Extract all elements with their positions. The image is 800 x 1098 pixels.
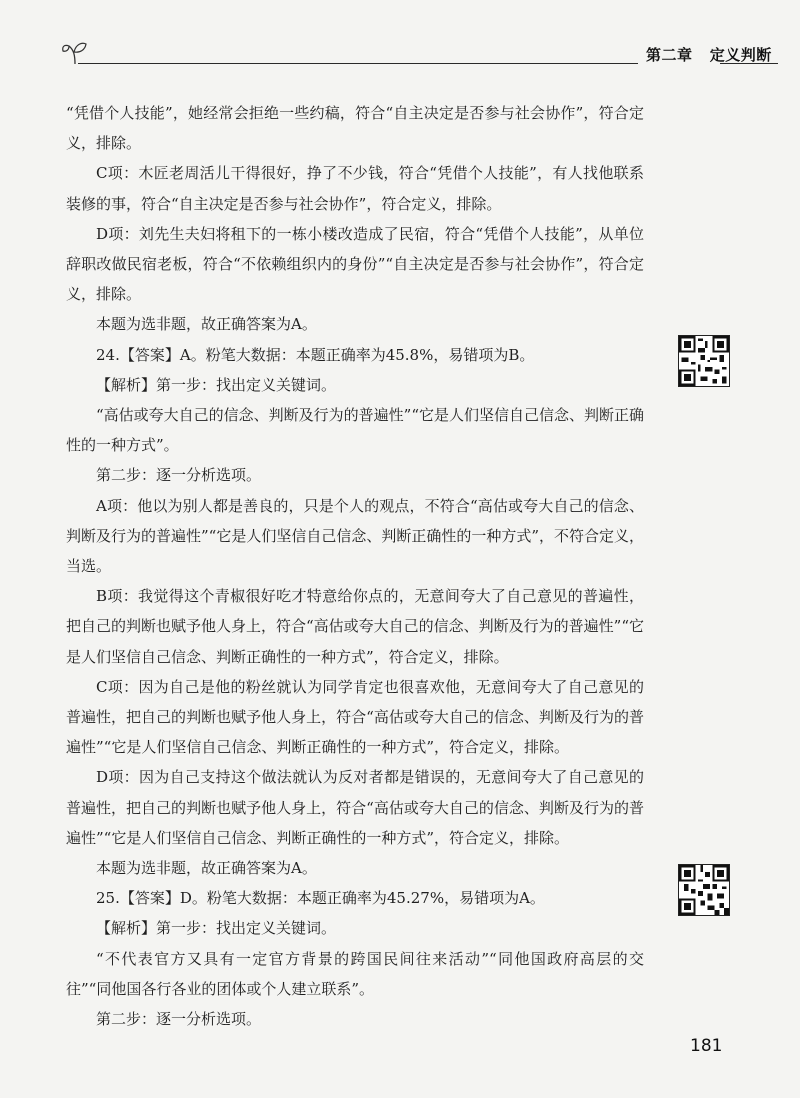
- answer-line: 24.【答案】A。粉笔大数据：本题正确率为45.8%，易错项为B。: [96, 345, 535, 364]
- paragraph: C项：因为自己是他的粉丝就认为同学肯定也很喜欢他，无意间夸大了自己意见的普遍性，把自己的判断也赋予他人身上，符合“高估或夸大自己的信念、判断及行为的普遍性”“它是人们坚信自己信念、判断正确性的一种方式”，符合定义，排除。: [66, 677, 644, 757]
- paragraph: 本题为选非题，故正确答案为A。: [96, 859, 317, 878]
- qr-code-icon[interactable]: [678, 864, 730, 916]
- paragraph: “高估或夸大自己的信念、判断及行为的普遍性”“它是人们坚信自己信念、判断正确性的一种方式”。: [66, 406, 645, 455]
- analysis-line: 【解析】第一步：找出定义关键词。: [96, 375, 337, 394]
- paragraph: 本题为选非题，故正确答案为A。: [96, 315, 317, 334]
- page-header: [60, 36, 778, 76]
- paragraph: A项：他以为别人都是善良的，只是个人的观点，不符合“高估或夸大自己的信念、判断及行为的普遍性”“它是人们坚信自己信念、判断正确性的一种方式”，不符合定义，当选。: [66, 496, 645, 576]
- paragraph: “不代表官方又具有一定官方背景的跨国民间往来活动”“同他国政府高层的交往”“同他国各行各业的团体或个人建立联系”。: [66, 949, 644, 998]
- paragraph: D项：刘先生夫妇将租下的一栋小楼改造成了民宿，符合“凭借个人技能”，从单位辞职改做民宿老板，符合“不依赖组织内的身份”“自主决定是否参与社会协作”，符合定义，排除。: [66, 224, 644, 304]
- answer-line: 25.【答案】D。粉笔大数据：本题正确率为45.27%，易错项为A。: [96, 889, 545, 908]
- page-number: 181: [690, 1036, 723, 1056]
- qr-code-icon[interactable]: [678, 335, 730, 387]
- chapter-title: [646, 44, 772, 65]
- paragraph: “凭借个人技能”，她经常会拒绝一些约稿，符合“自主决定是否参与社会协作”，符合定义，排除。: [66, 104, 644, 153]
- paragraph: 第二步：逐一分析选项。: [96, 1010, 262, 1029]
- header-rule-right: [720, 63, 778, 64]
- header-rule: [78, 63, 638, 64]
- paragraph: C项：木匠老周活儿干得很好，挣了不少钱，符合“凭借个人技能”，有人找他联系装修的事，符合“自主决定是否参与社会协作”，符合定义，排除。: [66, 164, 644, 213]
- paragraph: B项：我觉得这个青椒很好吃才特意给你点的，无意间夸大了自己意见的普遍性，把自己的判断也赋予他人身上，符合“高估或夸大自己的信念、判断及行为的普遍性”“它是人们坚信自己信念、判断正确性的一种方式”，符合定义，排除。: [66, 587, 645, 666]
- paragraph: D项：因为自己支持这个做法就认为反对者都是错误的，无意间夸大了自己意见的普遍性，把自己的判断也赋予他人身上，符合“高估或夸大自己的信念、判断及行为的普遍性”“它是人们坚信自己信念、判断正确性的一种方式”，符合定义，排除。: [66, 768, 644, 847]
- paragraph: 第二步：逐一分析选项。: [96, 466, 262, 485]
- section-title: 定义判断: [709, 46, 772, 64]
- analysis-line: 【解析】第一步：找出定义关键词。: [96, 919, 337, 938]
- leaf-icon: [60, 38, 90, 66]
- page-content: [66, 98, 644, 1034]
- chapter-number: 第二章: [646, 46, 693, 64]
